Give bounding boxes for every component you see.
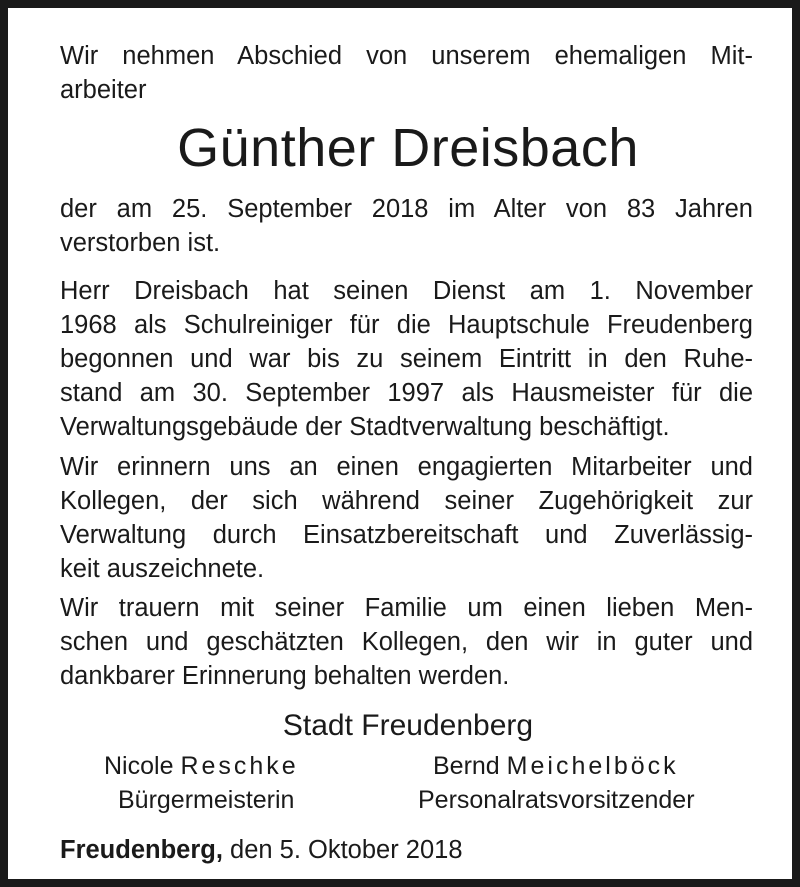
signatory-1-role: Bürgermeisterin: [118, 786, 295, 814]
remembrance-line-1: Wir erinnern uns an einen engagierten Mitarbeiter und: [60, 453, 753, 481]
intro-line-2: arbeiter: [60, 76, 147, 104]
signatory-2-name: [433, 751, 679, 781]
remembrance-line-4: keit auszeichnete.: [60, 555, 265, 583]
career-line-5: Verwaltungsgebäude der Stadtverwaltung beschäftigt.: [60, 413, 670, 441]
dateline-date: den 5. Oktober 2018: [230, 836, 463, 864]
mourning-line-1: Wir trauern mit seiner Familie um einen lieben Men-: [60, 594, 753, 622]
mourning-line-3: dankbarer Erinnerung behalten werden.: [60, 662, 510, 690]
death-line-1: der am 25. September 2018 im Alter von 83 Jahren: [60, 195, 753, 223]
career-line-2: 1968 als Schulreiniger für die Hauptschule Freudenberg: [60, 311, 753, 339]
deceased-name: Günther Dreisbach: [177, 118, 639, 178]
dateline: [60, 835, 463, 865]
death-line-2: verstorben ist.: [60, 229, 221, 257]
organization-name: Stadt Freudenberg: [282, 709, 534, 742]
career-line-1: Herr Dreisbach hat seinen Dienst am 1. November: [60, 277, 753, 305]
remembrance-line-3: Verwaltung durch Einsatzbereitschaft und Zuverlässig-: [60, 521, 753, 549]
signatory-2-first-name: Bernd: [433, 752, 500, 780]
career-line-4: stand am 30. September 1997 als Hausmeister für die: [60, 379, 753, 407]
signatory-1-last-name: Reschke: [180, 752, 299, 780]
intro-line-1: Wir nehmen Abschied von unserem ehemaligen Mit-: [60, 42, 753, 70]
signatory-1-name: [104, 751, 299, 781]
remembrance-line-2: Kollegen, der sich während seiner Zugehörigkeit zur: [60, 487, 753, 515]
signatory-2-role: Personalratsvorsitzender: [418, 786, 695, 814]
career-line-3: begonnen und war bis zu seinem Eintritt in den Ruhe-: [60, 345, 753, 373]
signatory-2-last-name: Meichelböck: [506, 752, 679, 780]
signatory-1-first-name: Nicole: [104, 752, 174, 780]
mourning-line-2: schen und geschätzten Kollegen, den wir in guter und: [60, 628, 753, 656]
dateline-place: Freudenberg,: [60, 836, 223, 864]
